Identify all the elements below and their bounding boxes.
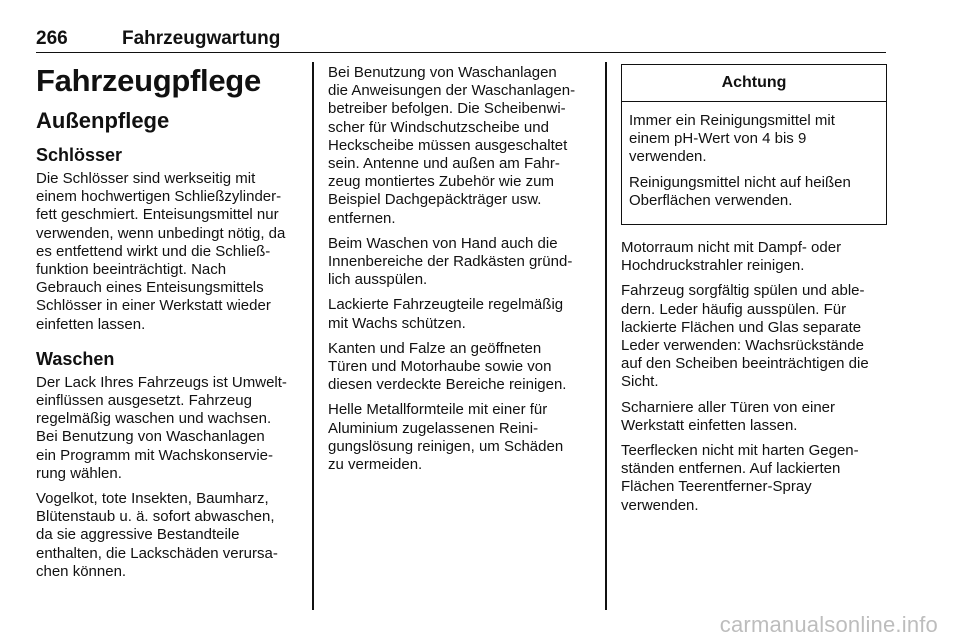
text-line: chen können.: [36, 562, 127, 580]
text-line: Werkstatt einfetten lassen.: [621, 416, 798, 434]
warning-paragraph-ph: [629, 112, 879, 167]
text-line: Gebrauch eines Enteisungsmittels: [36, 279, 264, 297]
paragraph-paint: [36, 374, 298, 483]
text-line: ein Programm mit Wachskonservie-: [36, 446, 274, 464]
text-line: auf den Scheiben beeinträchtigen die: [621, 355, 869, 373]
text-line: Aluminium zugelassenen Reini-: [328, 419, 539, 437]
paragraph-edges: [328, 340, 590, 395]
text-line: Bei Benutzung von Waschanlagen: [36, 428, 265, 446]
text-line: mit Wachs schützen.: [328, 314, 466, 332]
text-line: da sie aggressive Bestandteile: [36, 526, 240, 544]
column-middle: [328, 64, 590, 481]
text-line: Motorraum nicht mit Dampf- oder: [621, 239, 842, 257]
text-line: Helle Metallformteile mit einer für: [328, 401, 548, 419]
column-divider-right: [605, 62, 607, 610]
text-line: enthalten, die Lackschäden verursa-: [36, 544, 278, 562]
watermark: carmanualsonline.info: [719, 612, 938, 637]
text-line: diesen verdeckte Bereiche reinigen.: [328, 376, 567, 394]
chapter-title: Fahrzeugpflege: [36, 63, 261, 98]
text-line: es entfettend wirkt und die Schließ-: [36, 242, 271, 260]
column-right: [621, 64, 887, 522]
column-divider-left: [312, 62, 314, 610]
text-line: gungslösung reinigen, um Schäden: [328, 437, 564, 455]
text-line: sein. Antenne und außen am Fahr-: [328, 155, 560, 173]
text-line: verwenden.: [621, 496, 699, 514]
paragraph-hinges: [621, 399, 887, 435]
text-line: verwenden, wenn unbedingt nötig, da: [36, 224, 286, 242]
text-line: dern. Leder häufig ausspülen. Für: [621, 300, 847, 318]
column-left: [36, 64, 298, 588]
text-line: Bei Benutzung von Waschanlagen: [328, 64, 557, 81]
warning-title: Achtung: [622, 65, 886, 102]
text-line: Reinigungsmittel nicht auf heißen: [629, 173, 851, 191]
text-line: Lackierte Fahrzeugteile regelmäßig: [328, 296, 564, 314]
text-line: funktion beeinträchtigt. Nach: [36, 261, 227, 279]
text-line: fett geschmiert. Enteisungsmittel nur: [36, 206, 279, 224]
text-line: rung wählen.: [36, 464, 122, 482]
text-line: die Anweisungen der Waschanlagen-: [328, 82, 576, 100]
paragraph-locks: [36, 170, 298, 334]
paragraph-rinse-leather: [621, 282, 887, 391]
text-line: Der Lack Ihres Fahrzeugs ist Umwelt-: [36, 373, 287, 391]
paragraph-hand-wash: [328, 235, 590, 290]
text-line: Heckscheibe müssen ausgeschaltet: [328, 136, 568, 154]
text-line: einflüssen ausgesetzt. Fahrzeug: [36, 392, 252, 410]
text-line: einem hochwertigen Schließzylinder-: [36, 188, 282, 206]
page-header: [36, 26, 886, 53]
paragraph-metal-trim: [328, 401, 590, 474]
subsection-washing: Waschen: [36, 348, 115, 369]
text-line: Immer ein Reinigungsmittel mit: [629, 112, 835, 129]
text-line: zeug montiertes Zubehör wie zum: [328, 173, 554, 191]
section-title: Außenpflege: [36, 108, 170, 133]
text-line: Fahrzeug sorgfältig spülen und able-: [621, 282, 865, 300]
text-line: verwenden.: [629, 148, 707, 166]
text-line: Türen und Motorhaube sowie von: [328, 358, 552, 376]
text-line: einfetten lassen.: [36, 315, 146, 333]
paragraph-wax: [328, 296, 590, 332]
paragraph-car-wash: [328, 64, 590, 228]
text-line: lackierte Flächen und Glas separate: [621, 318, 862, 336]
text-line: Leder verwenden: Wachsrückstände: [621, 337, 864, 355]
text-line: Blütenstaub u. ä. sofort abwaschen,: [36, 508, 275, 526]
text-line: Vogelkot, tote Insekten, Baumharz,: [36, 490, 269, 508]
warning-body: [622, 102, 886, 224]
text-line: Scharniere aller Türen von einer: [621, 398, 836, 416]
text-line: Die Schlösser sind werkseitig mit: [36, 170, 256, 187]
text-line: entfernen.: [328, 209, 396, 227]
page-number: 266: [36, 28, 68, 49]
text-line: betreiber befolgen. Die Scheibenwi-: [328, 100, 566, 118]
text-line: Hochdruckstrahler reinigen.: [621, 257, 805, 275]
text-line: Beim Waschen von Hand auch die: [328, 234, 558, 252]
text-line: zu vermeiden.: [328, 456, 423, 474]
paragraph-bird-droppings: [36, 490, 298, 581]
text-line: regelmäßig waschen und wachsen.: [36, 410, 272, 428]
text-line: Schlösser in einer Werkstatt wieder: [36, 297, 271, 315]
text-line: Oberflächen verwenden.: [629, 191, 793, 209]
text-line: Flächen Teerentferner-Spray: [621, 478, 812, 496]
text-line: ständen entfernen. Auf lackierten: [621, 460, 841, 478]
text-line: Innenbereiche der Radkästen gründ-: [328, 253, 573, 271]
warning-paragraph-hot-surfaces: [629, 174, 879, 210]
warning-box: [621, 64, 887, 225]
running-title: Fahrzeugwartung: [122, 28, 281, 49]
text-line: einem pH-Wert von 4 bis 9: [629, 130, 807, 148]
paragraph-tar-spots: [621, 442, 887, 515]
paragraph-engine-bay: [621, 239, 887, 275]
text-line: scher für Windschutzscheibe und: [328, 118, 549, 136]
text-line: Teerflecken nicht mit harten Gegen-: [621, 442, 859, 460]
text-line: Beispiel Dachgepäckträger usw.: [328, 191, 542, 209]
text-line: lich ausspülen.: [328, 271, 428, 289]
text-line: Sicht.: [621, 373, 659, 391]
subsection-locks: Schlösser: [36, 145, 123, 165]
text-line: Kanten und Falze an geöffneten: [328, 339, 542, 357]
